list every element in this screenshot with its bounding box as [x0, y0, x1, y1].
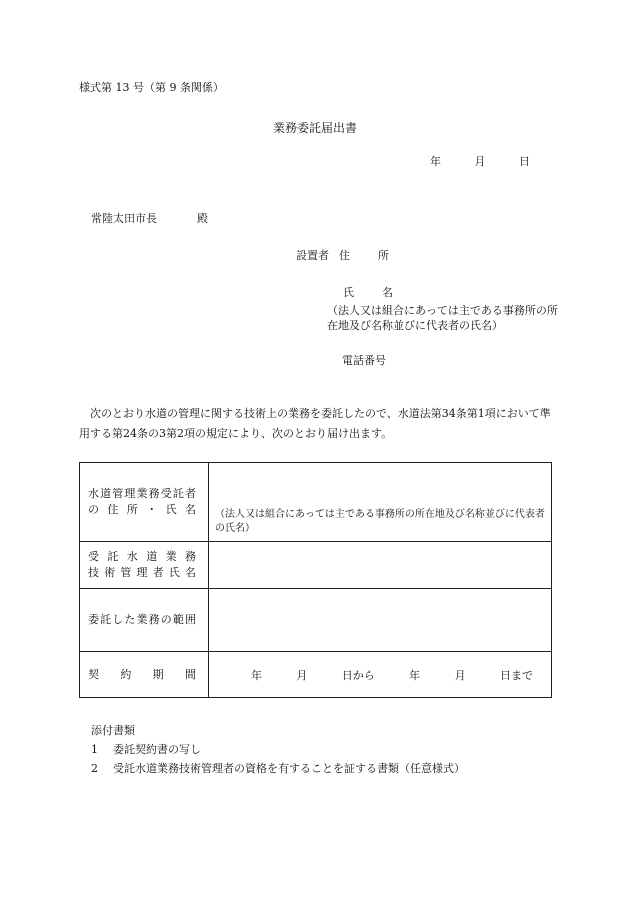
- contractor-note: （法人又は組合にあっては主である事務所の所在地及び名称並びに代表者の氏名）: [215, 509, 545, 534]
- document-title: 業務委託届出書: [272, 121, 357, 135]
- period-from-day: 日から: [341, 668, 375, 682]
- address-label-1: 住: [339, 249, 350, 262]
- period-fields: [209, 667, 551, 683]
- attachments-heading: 添付書類: [91, 724, 135, 737]
- form-number: 様式第 13 号（第 9 条関係）: [79, 81, 224, 94]
- period-value-cell[interactable]: [209, 652, 552, 698]
- contractor-value-cell[interactable]: [209, 463, 552, 542]
- date-year: 年: [430, 155, 441, 168]
- period-to-day: 日まで: [499, 668, 533, 682]
- attachment-item: [91, 743, 201, 756]
- date-month: 月: [474, 155, 486, 168]
- tech-manager-label: [80, 542, 209, 589]
- attachment-text: 受託水道業務技術管理者の資格を有することを証する書類（任意様式）: [113, 762, 465, 775]
- addressee-honorific: 殿: [197, 212, 208, 225]
- table-row-period: [80, 652, 552, 698]
- attachment-item: [91, 762, 465, 775]
- attachment-text: 委託契約書の写し: [113, 743, 201, 756]
- notification-table: [79, 462, 552, 698]
- addressee: [91, 212, 208, 225]
- table-row-scope: [80, 589, 552, 652]
- addressee-name: 常陸太田市長: [91, 212, 157, 225]
- attachment-number: 1: [91, 743, 98, 756]
- date-day: 日: [519, 155, 530, 168]
- tech-manager-label-line1: 受 託 水 道 業 務: [88, 550, 196, 563]
- tech-manager-value-cell[interactable]: [209, 542, 552, 589]
- body-text: 次のとおり水道の管理に関する技術上の業務を委託したので、水道法第34条第1項において準用する第24条の3第2項の規定により、次のとおり届け出ます。: [79, 407, 551, 440]
- phone-label: 電話番号: [342, 354, 386, 367]
- address-label-2: 所: [378, 249, 389, 262]
- date-line: [430, 155, 530, 168]
- table-row-contractor: [80, 463, 552, 542]
- scope-label-text: 委託した業務の範囲: [88, 613, 196, 626]
- name-label-1: 氏: [343, 286, 354, 299]
- contractor-label-line1: 水道管理業務受託者: [88, 487, 196, 500]
- installer-role: 設置者: [296, 249, 329, 262]
- table-row-tech-manager: [80, 542, 552, 589]
- name-label-2: 名: [382, 286, 393, 299]
- attachment-number: 2: [91, 762, 98, 775]
- period-to-year: 年: [409, 668, 421, 682]
- contractor-label: [80, 463, 209, 542]
- corporate-note: （法人又は組合にあっては主である事務所の所在地及び名称並びに代表者の氏名）: [327, 304, 558, 332]
- contractor-label-line2: の 住 所 ・ 氏 名: [88, 503, 196, 516]
- period-label-text: 契 約 期 間: [88, 667, 196, 681]
- period-label: [80, 652, 209, 698]
- period-to-month: 月: [454, 668, 466, 682]
- tech-manager-label-line2: 技 術 管 理 者 氏 名: [88, 566, 196, 579]
- installer-name: [343, 286, 393, 299]
- scope-label: [80, 589, 209, 652]
- installer-address: [296, 249, 389, 262]
- period-from-year: 年: [251, 668, 262, 682]
- period-from-month: 月: [296, 668, 308, 682]
- scope-value-cell[interactable]: [209, 589, 552, 652]
